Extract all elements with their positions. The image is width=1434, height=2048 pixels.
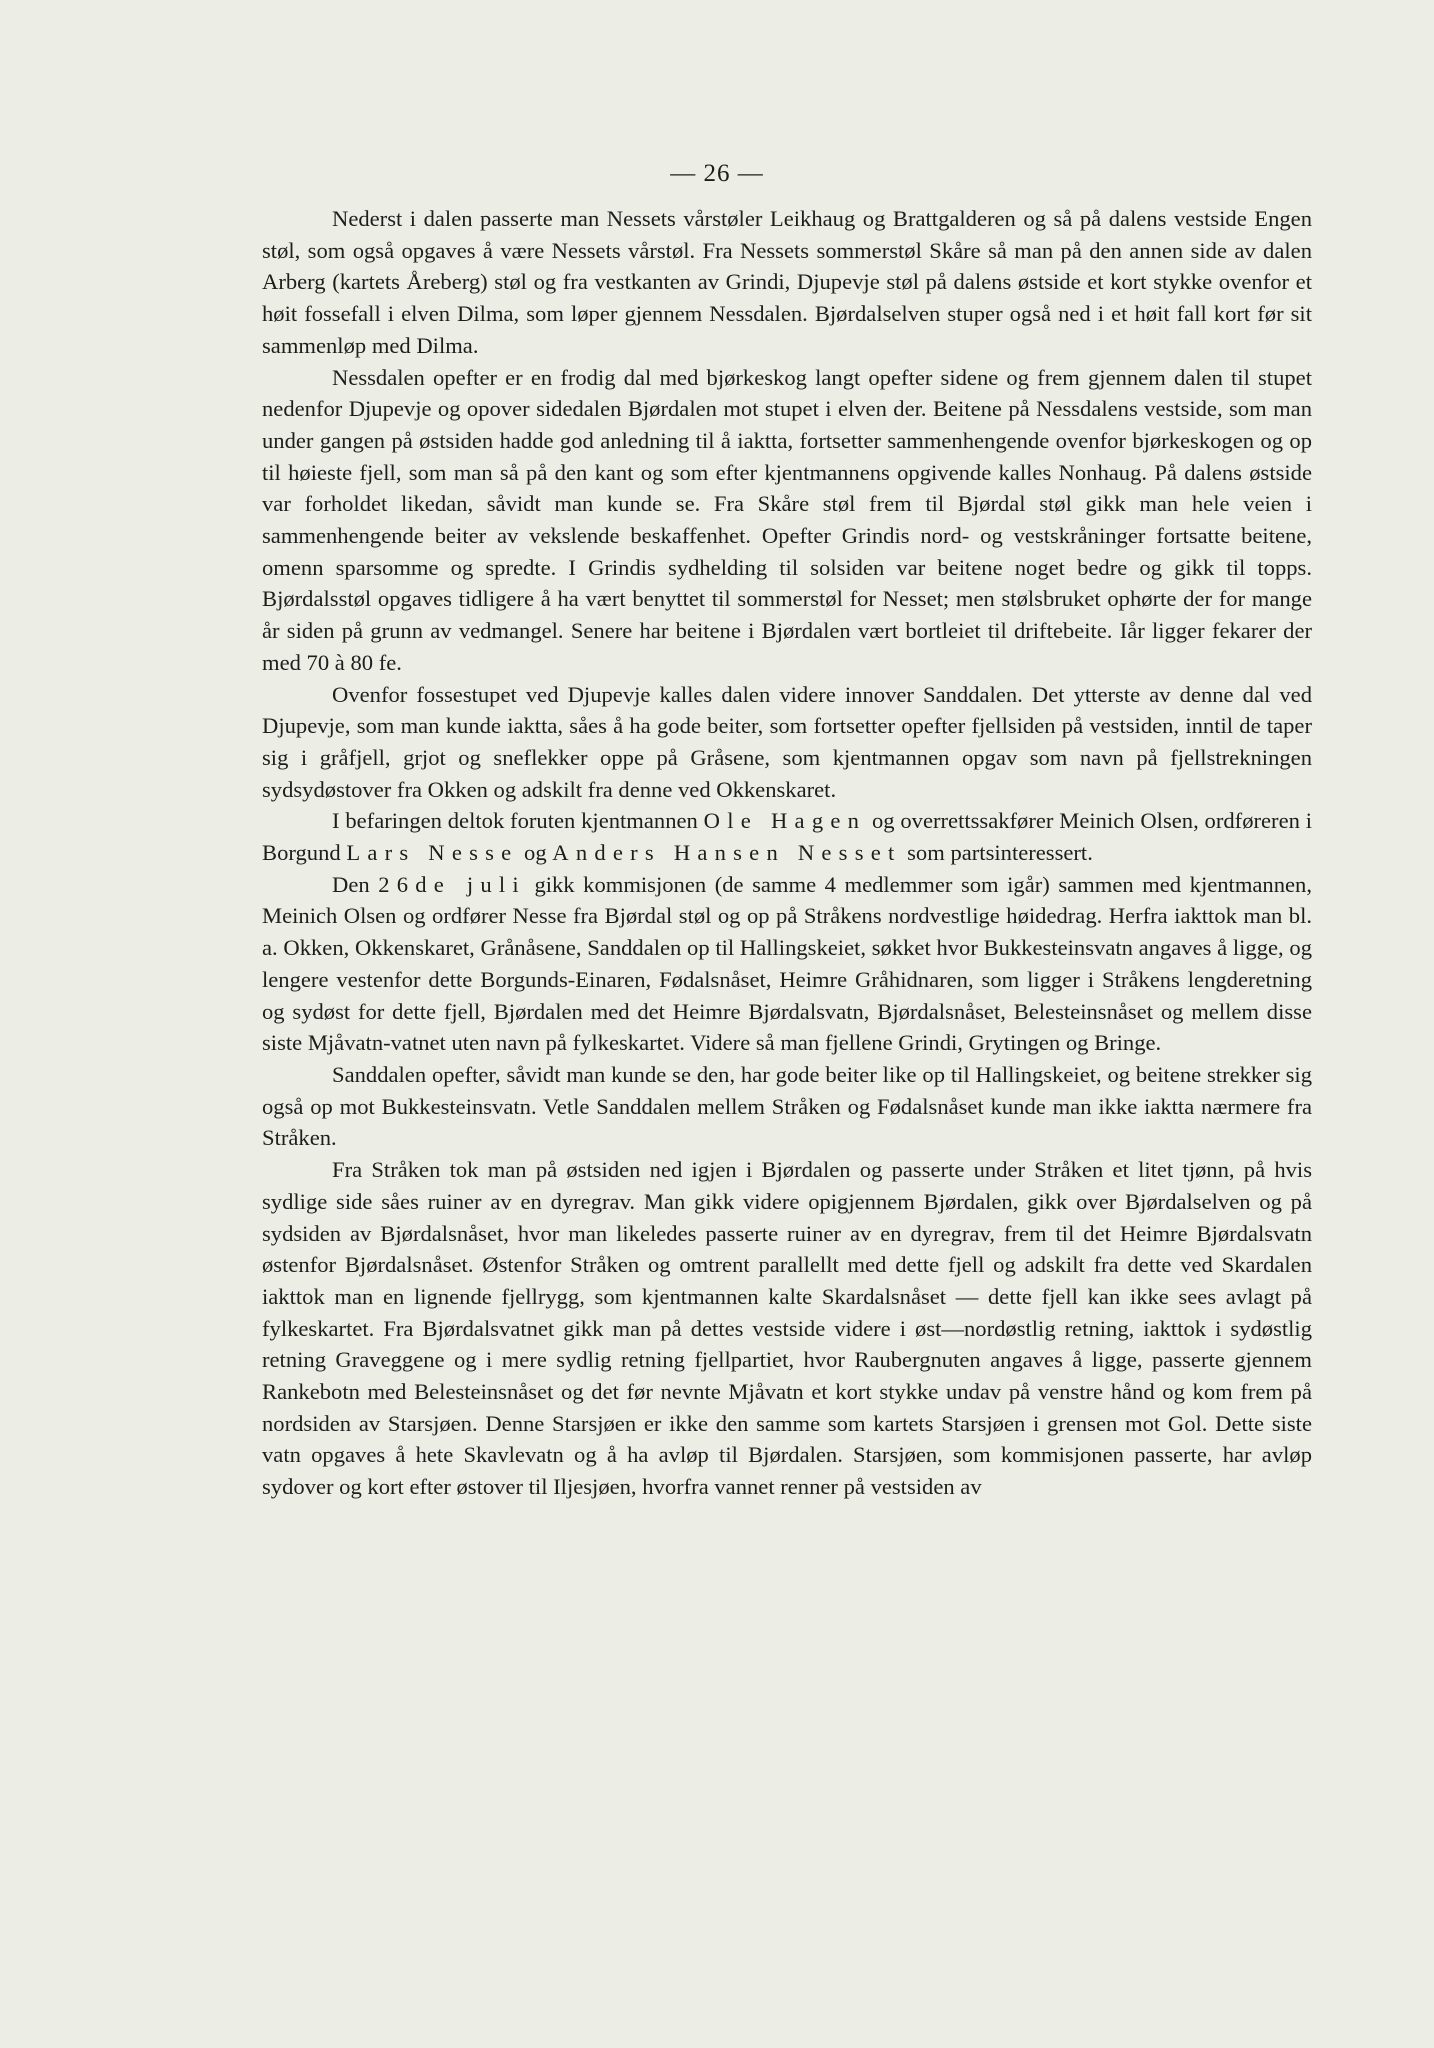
- paragraph-text: Nessdalen opefter er en frodig dal med bjørkeskog langt opefter sidene og frem gjennem dalen til stupet nedenfor Djupevje og opover sidedalen Bjørdalen mot stupet i elven der. Beitene på Nessdalens vestside, som man under gangen på østsiden hadde god anledning til å iaktta, fortsetter sammenhengende ovenfor bjørkeskogen og op til høieste fjell, som man så på den kant og som efter kjentmannens opgivende kalles Nonhaug. På dalens østside var forholdet likedan, såvidt man kunde se. Fra Skåre støl frem til Bjørdal støl gikk man hele veien i sammenhengende beiter av vekslende beskaffenhet. Opefter Grindis nord- og vestskråninger fortsatte beitene, omenn sparsomme og spredte. I Grindis sydhelding til solsiden var beitene noget bedre og gikk til topps. Bjørdalsstøl opgaves tidligere å ha vært benyttet til sommerstøl for Nesset; men stølsbruket ophørte der for mange år siden på grunn av vedmangel. Senere har beitene i Bjørdalen vært bortleiet til driftebeite. Iår ligger fekarer der med 70 à 80 fe.: [262, 364, 1312, 675]
- paragraph-text: Ovenfor fossestupet ved Djupevje kalles dalen videre innover Sanddalen. Det ytterste av denne dal ved Djupevje, som man kunde iaktta, såes å ha gode beiter, som fortsetter opefter fjellsiden på vestsiden, inntil de taper sig i gråfjell, grjot og sneflekker oppe på Gråsene, som kjentmannen opgav som navn på fjellstrekningen sydsydøstover fra Okken og adskilt fra denne ved Okkenskaret.: [262, 681, 1312, 802]
- spaced-name: Anders Hansen Nesset: [552, 840, 902, 866]
- spaced-name: 26de juli: [378, 871, 526, 897]
- paragraph-text: Den: [332, 871, 379, 897]
- paragraph: [262, 362, 1312, 679]
- paragraph-text: gikk kommisjonen (de samme 4 medlemmer som igår) sammen med kjentmannen, Meinich Olsen og ordfører Nesse fra Bjørdal støl og op på Stråkens nordvestlige høidedrag. Herfra iakttok man bl. a. Okken, Okkenskaret, Grånåsene, Sanddalen op til Hallingskeiet, søkket hvor Bukkesteinsvatn angaves å ligge, og lengere vestenfor dette Borgunds-Einaren, Fødalsnåset, Heimre Gråhidnaren, som ligger i Stråkens lengderetning og sydøst for dette fjell, Bjørdalen med det Heimre Bjørdalsvatn, Bjørdalsnåset, Belesteinsnåset og mellem disse siste Mjåvatn-vatnet uten navn på fylkeskartet. Videre så man fjellene Grindi, Grytingen og Bringe.: [262, 871, 1312, 1056]
- paragraph: [262, 805, 1312, 868]
- paragraph-text: Nederst i dalen passerte man Nessets vårstøler Leikhaug og Brattgalderen og så på dalens vestside Engen støl, som også opgaves å være Nessets vårstøl. Fra Nessets sommerstøl Skåre så man på den annen side av dalen Arberg (kartets Åreberg) støl og fra vestkanten av Grindi, Djupevje støl på dalens østside et kort stykke ovenfor et høit fossefall i elven Dilma, som løper gjennem Nessdalen. Bjørdalselven stuper også ned i et høit fall kort før sit sammenløp med Dilma.: [262, 206, 1312, 358]
- paragraph-text: som partsinteressert.: [901, 840, 1093, 866]
- paragraph: [262, 1059, 1312, 1154]
- paragraph: [262, 1154, 1312, 1503]
- page-number: — 26 —: [670, 160, 764, 187]
- paragraph-text: og overrettssakfører Meinich Olsen, ordføreren i Borgund: [262, 808, 1312, 866]
- paragraph: [262, 679, 1312, 806]
- paragraph: [262, 203, 1312, 362]
- paragraph-text: og: [518, 840, 553, 866]
- paragraph-text: I befaringen deltok foruten kjentmannen: [332, 808, 704, 834]
- spaced-name: Ole Hagen: [703, 808, 867, 834]
- paragraph-text: Sanddalen opefter, såvidt man kunde se den, har gode beiter like op til Hallingskeiet, og beitene strekker sig også op mot Bukkesteinsvatn. Vetle Sanddalen mellem Stråken og Fødalsnåset kunde man ikke iaktta nærmere fra Stråken.: [262, 1061, 1312, 1151]
- spaced-name: Lars Nesse: [346, 840, 519, 866]
- paragraph: [262, 869, 1312, 1059]
- body-text: [262, 203, 1312, 1503]
- paragraph-text: Fra Stråken tok man på østsiden ned igjen i Bjørdalen og passerte under Stråken et litet tjønn, på hvis sydlige side såes ruiner av en dyregrav. Man gikk videre opigjennem Bjørdalen, gikk over Bjørdalselven og på sydsiden av Bjørdalsnåset, hvor man likeledes passerte ruiner av en dyregrav, frem til det Heimre Bjørdalsvatn østenfor Bjørdalsnåset. Østenfor Stråken og omtrent parallellt med dette fjell og adskilt fra dette ved Skardalen iakttok man en lignende fjellrygg, som kjentmannen kalte Skardalsnåset — dette fjell kan ikke sees avlagt på fylkeskartet. Fra Bjørdalsvatnet gikk man på dettes vestside videre i øst—nordøstlig retning, iakttok i sydøstlig retning Graveggene og i mere sydlig retning fjellpartiet, hvor Raubergnuten angaves å ligge, passerte gjennem Rankebotn med Belesteinsnåset og det før nevnte Mjåvatn et kort stykke undav på venstre hånd og kom frem på nordsiden av Starsjøen. Denne Starsjøen er ikke den samme som kartets Starsjøen i grensen mot Gol. Dette siste vatn opgaves å hete Skavlevatn og å ha avløp til Bjørdalen. Starsjøen, som kommisjonen passerte, har avløp sydover og kort efter østover til Iljesjøen, hvorfra vannet renner på vestsiden av: [262, 1157, 1312, 1500]
